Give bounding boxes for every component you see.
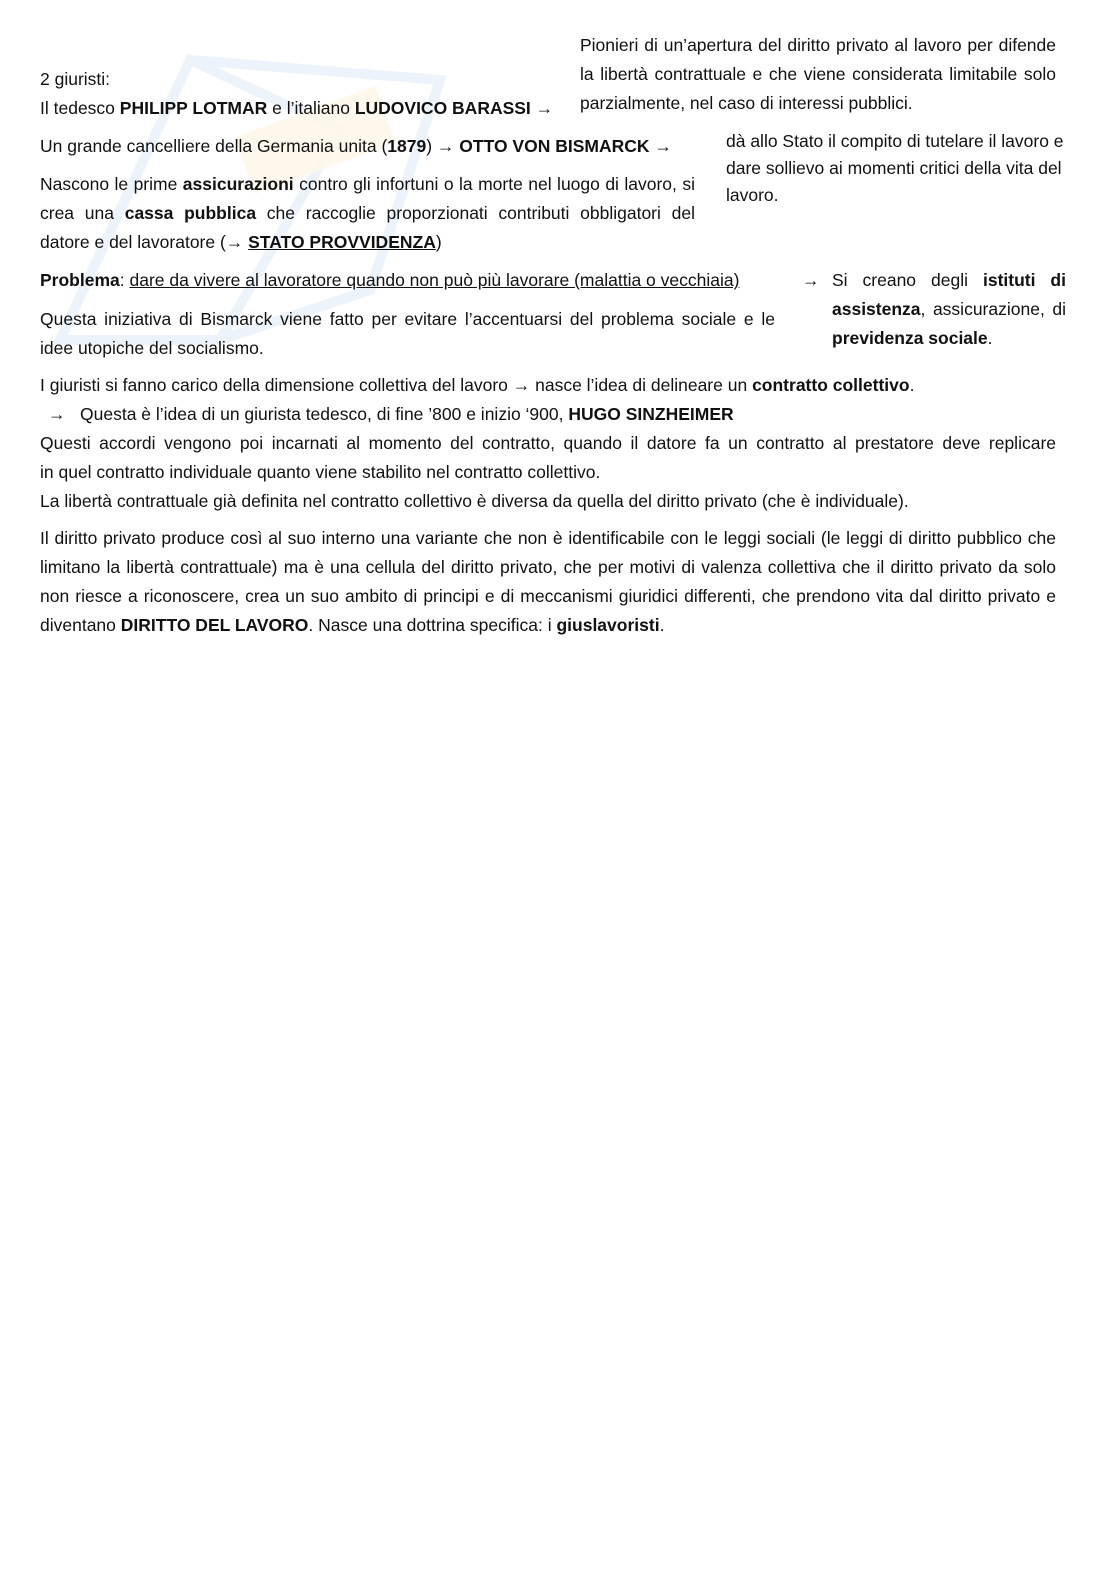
cancelliere-suffix: ) →	[426, 136, 460, 156]
diritto-lavoro-term: DIRITTO DEL LAVORO	[120, 615, 309, 635]
barassi-name: LUDOVICO BARASSI	[354, 98, 531, 118]
giuristi-label: 2 giuristi:	[40, 69, 111, 89]
lotmar-name: PHILIPP LOTMAR	[119, 98, 268, 118]
giuslavoristi-term: giuslavoristi	[556, 615, 660, 635]
dottrina-text: . Nasce una dottrina specifica: i	[308, 615, 557, 635]
sinzheimer-name: HUGO SINZHEIMER	[568, 404, 734, 424]
problema-text: dare da vivere al lavoratore quando non può più lavorare (malattia o vecchiaia)	[129, 270, 740, 290]
arrow-icon: →	[48, 404, 66, 424]
previdenza-term: previdenza sociale	[832, 328, 988, 348]
iniziativa-paragraph: Questa iniziativa di Bismarck viene fatto per evitare l’accentuarsi del problema sociale e le idee utopiche del socialismo.	[40, 309, 775, 358]
si-creano-prefix: Si creano degli	[832, 270, 983, 290]
italiano-mid: e l’italiano	[267, 98, 355, 118]
nascono-suffix: che raccoglie proporzionati contributi obbligatori del datore e del lavoratore (→	[40, 203, 695, 252]
cassa-pubblica-term: cassa pubblica	[124, 203, 257, 223]
nascono-prefix: Nascono le prime	[40, 174, 183, 194]
assicurazioni-term: assicurazioni	[182, 174, 294, 194]
giuristi-carico-text: I giuristi si fanno carico della dimensione collettiva del lavoro → nasce l’idea di delineare un	[40, 375, 753, 395]
arrow-icon: →	[530, 98, 554, 118]
giuristi-paragraph	[40, 65, 570, 123]
si-creano-paragraph	[832, 266, 1066, 353]
si-creano-mid: , assicurazione, di	[920, 299, 1066, 319]
arrow-icon: →	[802, 270, 820, 290]
problema-label: Problema	[40, 270, 120, 290]
contratto-collettivo-term: contratto collettivo	[752, 375, 910, 395]
problema-line	[40, 266, 800, 295]
accordi-line-1: Questi accordi vengono poi incarnati al momento del contratto, quando il datore fa un contratto al prestatore deve replicare	[40, 433, 1056, 453]
arrow-icon: →	[649, 136, 672, 156]
idea-prefix: Questa è l’idea di un giurista tedesco, di fine ’800 e inizio ‘900,	[80, 404, 569, 424]
problema-colon: :	[119, 270, 130, 290]
nascono-mid: contro gli infortuni o la morte nel luogo di lavoro, si crea una	[40, 174, 695, 223]
year-1879: 1879	[387, 136, 427, 156]
istituti-term: istituti di assistenza	[832, 270, 1066, 319]
stato-compito-paragraph: dà allo Stato il compito di tutelare il lavoro e dare sollievo ai momenti critici della vita del lavoro.	[726, 131, 1064, 205]
sinzheimer-line	[48, 400, 1058, 429]
pionieri-paragraph: Pionieri di un’apertura del diritto privato al lavoro per difende la libertà contrattuale e che viene considerata limitabile solo parzialmente, nel caso di interessi pubblici.	[580, 35, 1056, 113]
cancelliere-prefix: Un grande cancelliere della Germania unita (	[40, 136, 388, 156]
diritto-text: Il diritto privato produce così al suo interno una variante che non è identificabile con le leggi sociali (le leggi di diritto pubblico che limitano la libertà contrattuale) ma è una cellula del diritto privato, che per motivi di valenza collettiva che il diritto privato da solo non riesce a riconoscere, crea un suo ambito di principi e di meccanismi giuridici differenti, che prendono vita dal diritto privato e diventano	[40, 528, 1056, 635]
tedesco-prefix: Il tedesco	[40, 98, 120, 118]
nascono-paragraph	[40, 170, 695, 257]
giuristi-carico-line	[40, 371, 1070, 400]
period: .	[987, 328, 993, 348]
cancelliere-line	[40, 132, 730, 161]
close-paren: )	[435, 232, 442, 252]
period: .	[659, 615, 665, 635]
diritto-privato-paragraph	[40, 524, 1056, 640]
bismarck-name: OTTO VON BISMARCK	[459, 136, 650, 156]
liberta-line: La libertà contrattuale già definita nel contratto collettivo è diversa da quella del diritto privato (che è individuale).	[40, 491, 909, 511]
period: .	[909, 375, 915, 395]
accordi-line-2: in quel contratto individuale quanto viene stabilito nel contratto collettivo.	[40, 462, 601, 482]
stato-provvidenza-term: STATO PROVVIDENZA	[248, 232, 436, 252]
